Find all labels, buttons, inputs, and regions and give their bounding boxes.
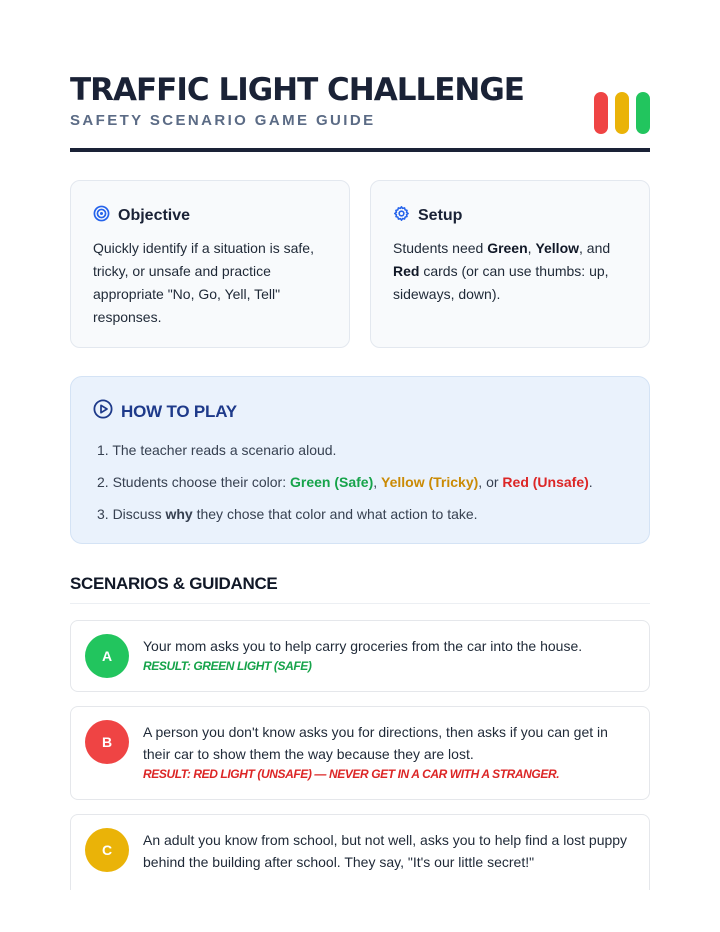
- yellow-card-label: Yellow: [535, 240, 580, 256]
- step-2: 2. Students choose their color: Green (Safe), Yellow (Tricky), or Red (Unsafe).: [97, 474, 593, 490]
- scenarios-divider: [70, 603, 650, 604]
- scenario-text: A person you don't know asks you for directions, then asks if you can get in their car to show them the way because they are lost.: [143, 724, 608, 762]
- page-subtitle: SAFETY SCENARIO GAME GUIDE: [70, 112, 376, 129]
- scenario-card: [70, 706, 650, 800]
- red-unsafe-label: Red (Unsafe): [502, 474, 589, 490]
- target-icon: [93, 205, 110, 227]
- how-to-play-panel: [70, 376, 650, 544]
- scenario-text: Your mom asks you to help carry groceries from the car into the house.: [143, 638, 583, 654]
- green-safe-label: Green (Safe): [290, 474, 374, 490]
- red-light-bar: [594, 92, 608, 134]
- objective-body: Quickly identify if a situation is safe, tricky, or unsafe and practice appropriate "No, Go, Yell, Tell" responses.: [93, 240, 314, 325]
- scenario-badge: A: [85, 634, 129, 678]
- setup-title: Setup: [418, 207, 463, 224]
- step-1: 1. The teacher reads a scenario aloud.: [97, 442, 337, 458]
- how-to-play-steps: [93, 440, 627, 524]
- yellow-light-bar: [615, 92, 629, 134]
- page-title: TRAFFIC LIGHT CHALLENGE: [70, 72, 524, 108]
- objective-card: [70, 180, 350, 348]
- step-3: 3. Discuss why they chose that color and what action to take.: [97, 506, 478, 522]
- scenario-badge: B: [85, 720, 129, 764]
- header: [70, 70, 650, 152]
- scenario-card: [70, 620, 650, 692]
- scenario-badge: C: [85, 828, 129, 872]
- gear-icon: [393, 205, 410, 227]
- green-light-bar: [636, 92, 650, 134]
- play-circle-icon: [93, 399, 113, 424]
- scenario-text: An adult you know from school, but not well, asks you to help find a lost puppy behind the building after school. They say, "It's our little secret!": [143, 832, 628, 870]
- objective-title: Objective: [118, 207, 191, 224]
- red-card-label: Red: [393, 263, 420, 279]
- header-divider: [70, 148, 650, 152]
- green-card-label: Green: [487, 240, 528, 256]
- scenario-result: RESULT: RED LIGHT (UNSAFE) — NEVER GET IN A CAR WITH A STRANGER.: [143, 767, 560, 781]
- setup-body: Students need Green, Yellow, and Red cards (or can use thumbs: up, sideways, down).: [393, 240, 611, 302]
- traffic-light-icon: [594, 92, 650, 134]
- yellow-tricky-label: Yellow (Tricky): [381, 474, 479, 490]
- page-bottom-mask: [0, 890, 720, 932]
- how-to-play-title: HOW TO PLAY: [121, 401, 237, 421]
- scenario-result: RESULT: GREEN LIGHT (SAFE): [143, 659, 312, 673]
- scenarios-heading: SCENARIOS & GUIDANCE: [70, 574, 278, 593]
- setup-card: [370, 180, 650, 348]
